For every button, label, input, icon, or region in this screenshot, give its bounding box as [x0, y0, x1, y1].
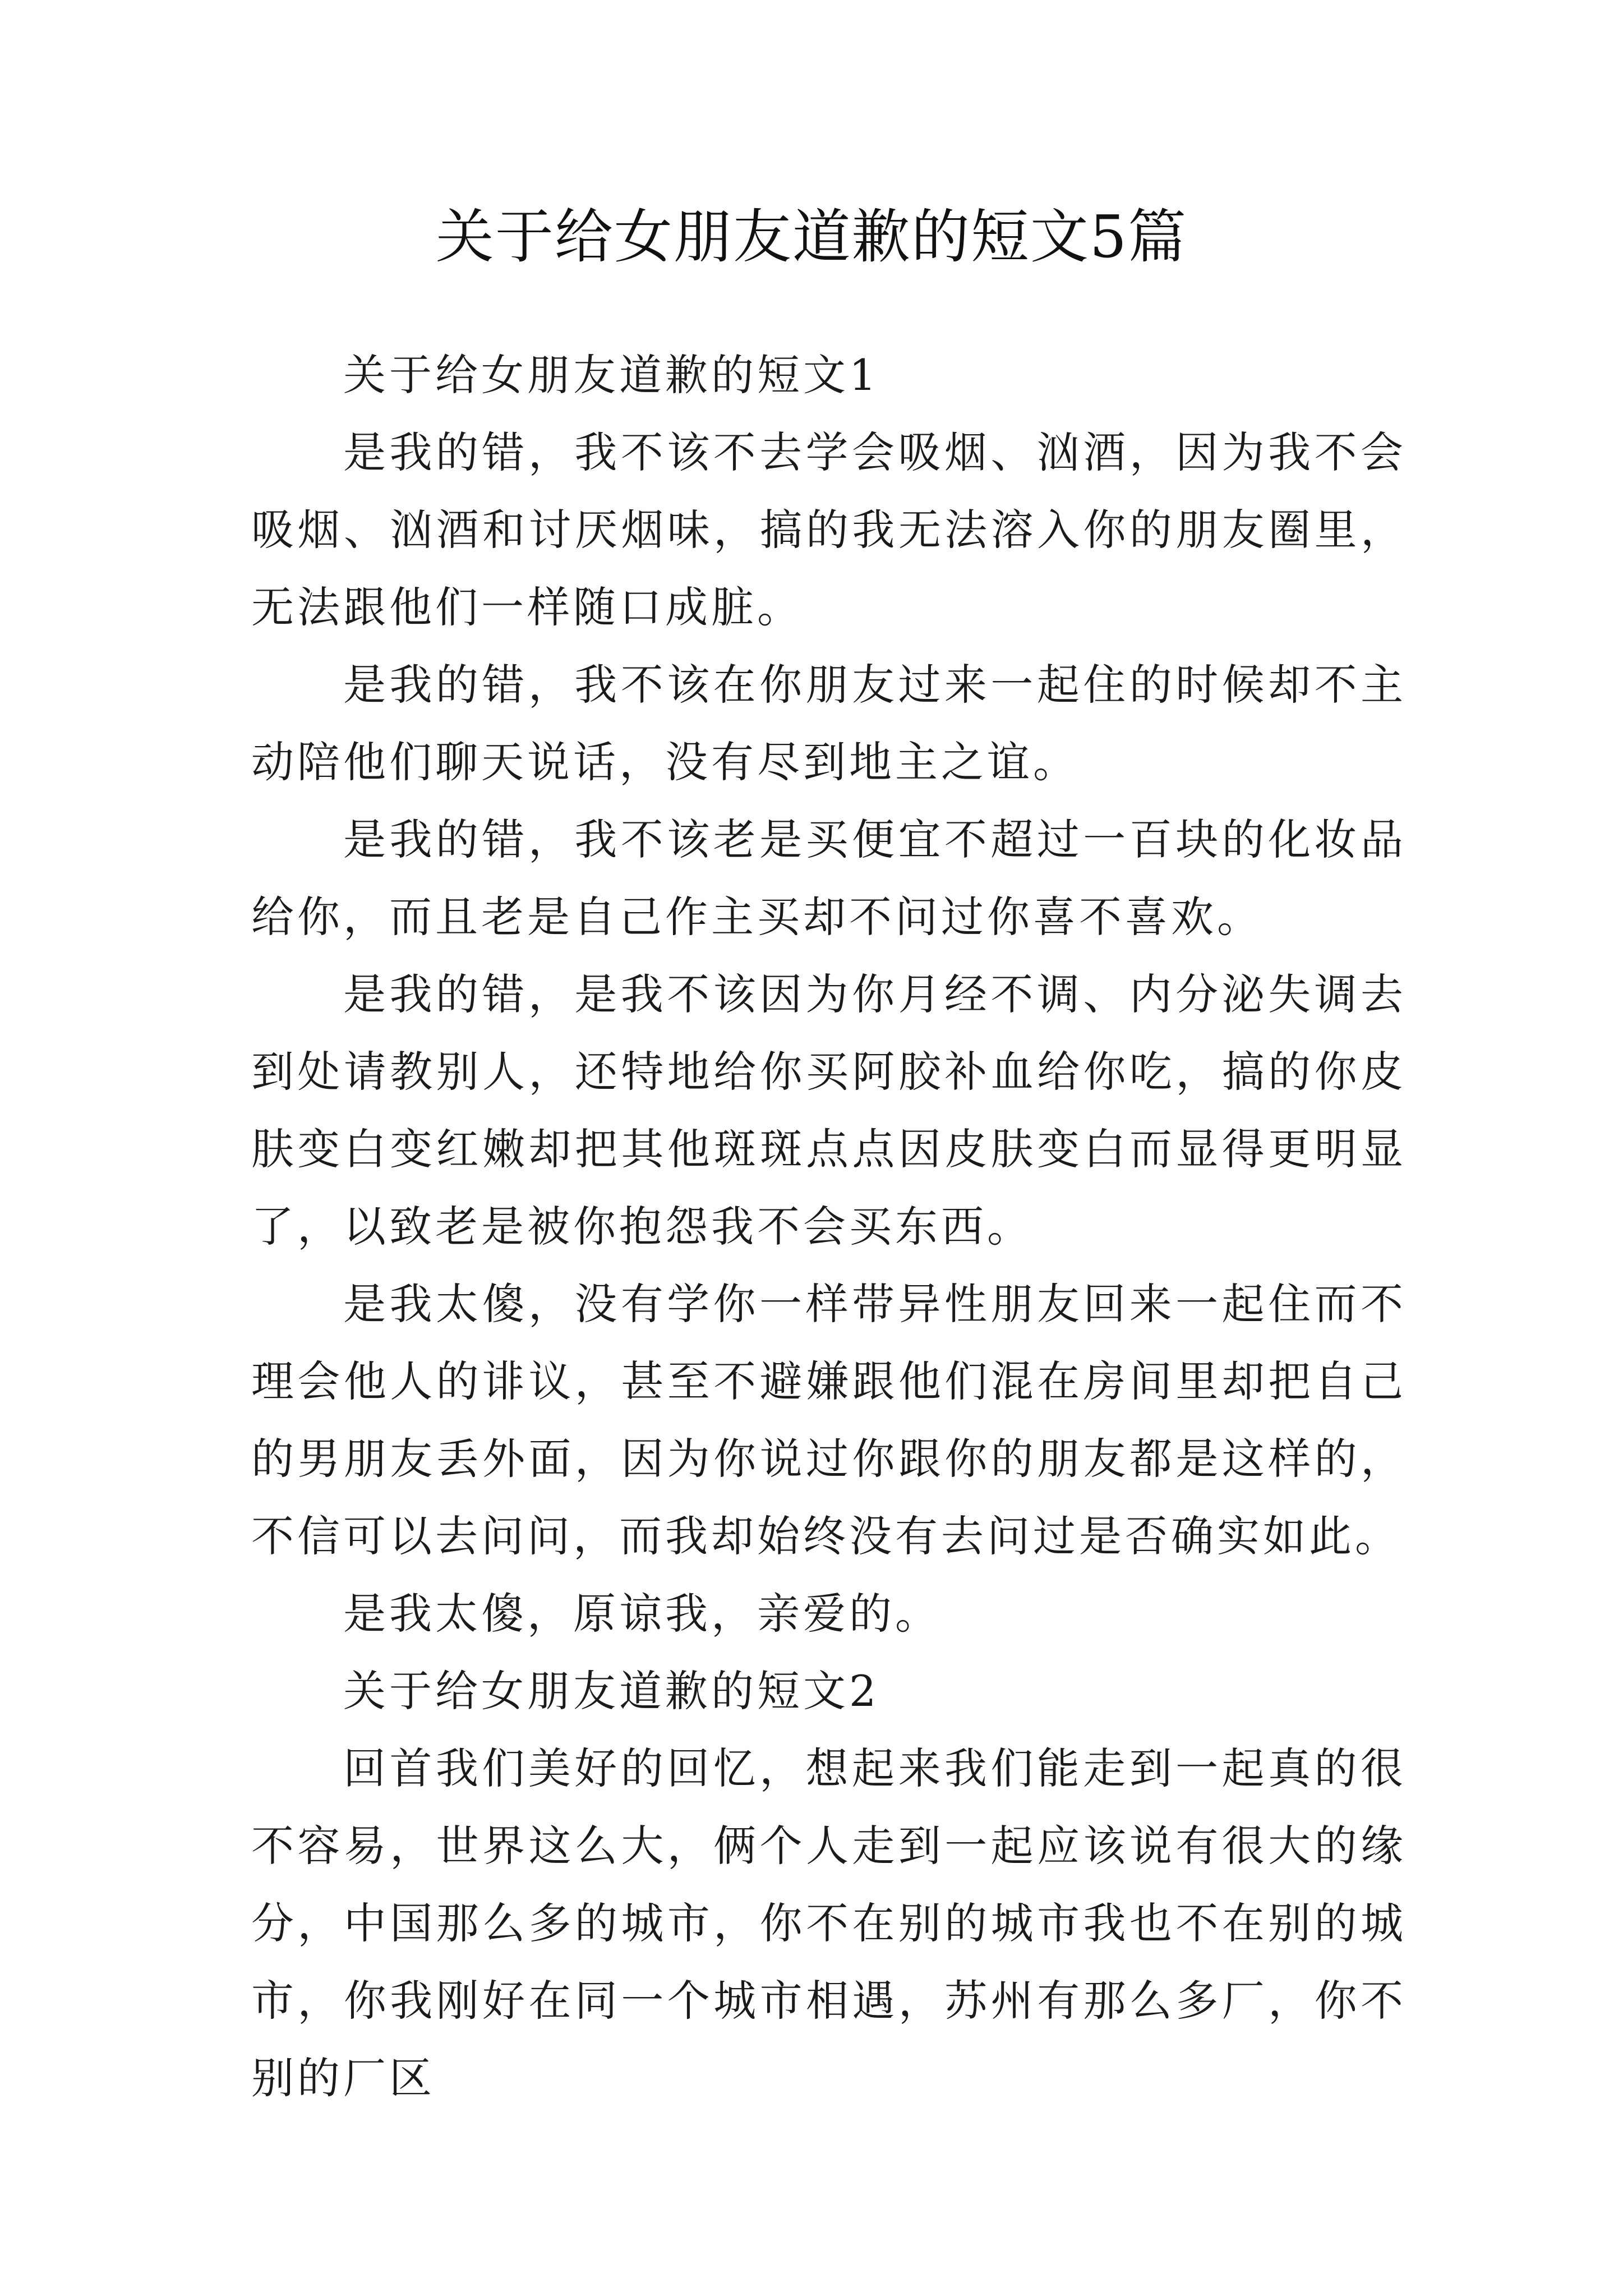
section-heading-1: 关于给女朋友道歉的短文1 — [343, 350, 880, 400]
paragraph: 是我太傻，原谅我，亲爱的。 — [343, 1589, 941, 1639]
section-heading-2: 关于给女朋友道歉的短文2 — [343, 1666, 880, 1716]
paragraph: 回首我们美好的回忆，想起来我们能走到一起真的很不容易，世界这么大，俩个人走到一起应该说有很大的缘分，中国那么多的城市，你不在别的城市我也不在别的城市，你我刚好在同一个城市相遇，苏州有那么多厂，你不别的厂区 — [251, 1743, 1407, 2103]
paragraph: 是我太傻，没有学你一样带异性朋友回来一起住而不理会他人的诽议，甚至不避嫌跟他们混在房间里却把自己的男朋友丢外面，因为你说过你跟你的朋友都是这样的，不信可以去问问，而我却始终没有去问过是否确实如此。 — [251, 1279, 1407, 1561]
paragraph: 是我的错，我不该在你朋友过来一起住的时候却不主动陪他们聊天说话，没有尽到地主之谊。 — [251, 660, 1407, 787]
paragraph: 是我的错，我不该不去学会吸烟、汹酒，因为我不会吸烟、汹酒和讨厌烟味，搞的我无法溶入你的朋友圈里，无法跟他们一样随口成脏。 — [251, 427, 1407, 632]
paragraph: 是我的错，是我不该因为你月经不调、内分泌失调去到处请教别人，还特地给你买阿胶补血给你吃，搞的你皮肤变白变红嫩却把其他斑斑点点因皮肤变白而显得更明显了，以致老是被你抱怨我不会买东西。 — [251, 969, 1407, 1251]
document-title: 关于给女朋友道歉的短文5篇 — [435, 203, 1188, 271]
paragraph: 是我的错，我不该老是买便宜不超过一百块的化妆品给你，而且老是自己作主买却不问过你喜不喜欢。 — [251, 815, 1407, 942]
document-body — [251, 337, 1407, 2117]
